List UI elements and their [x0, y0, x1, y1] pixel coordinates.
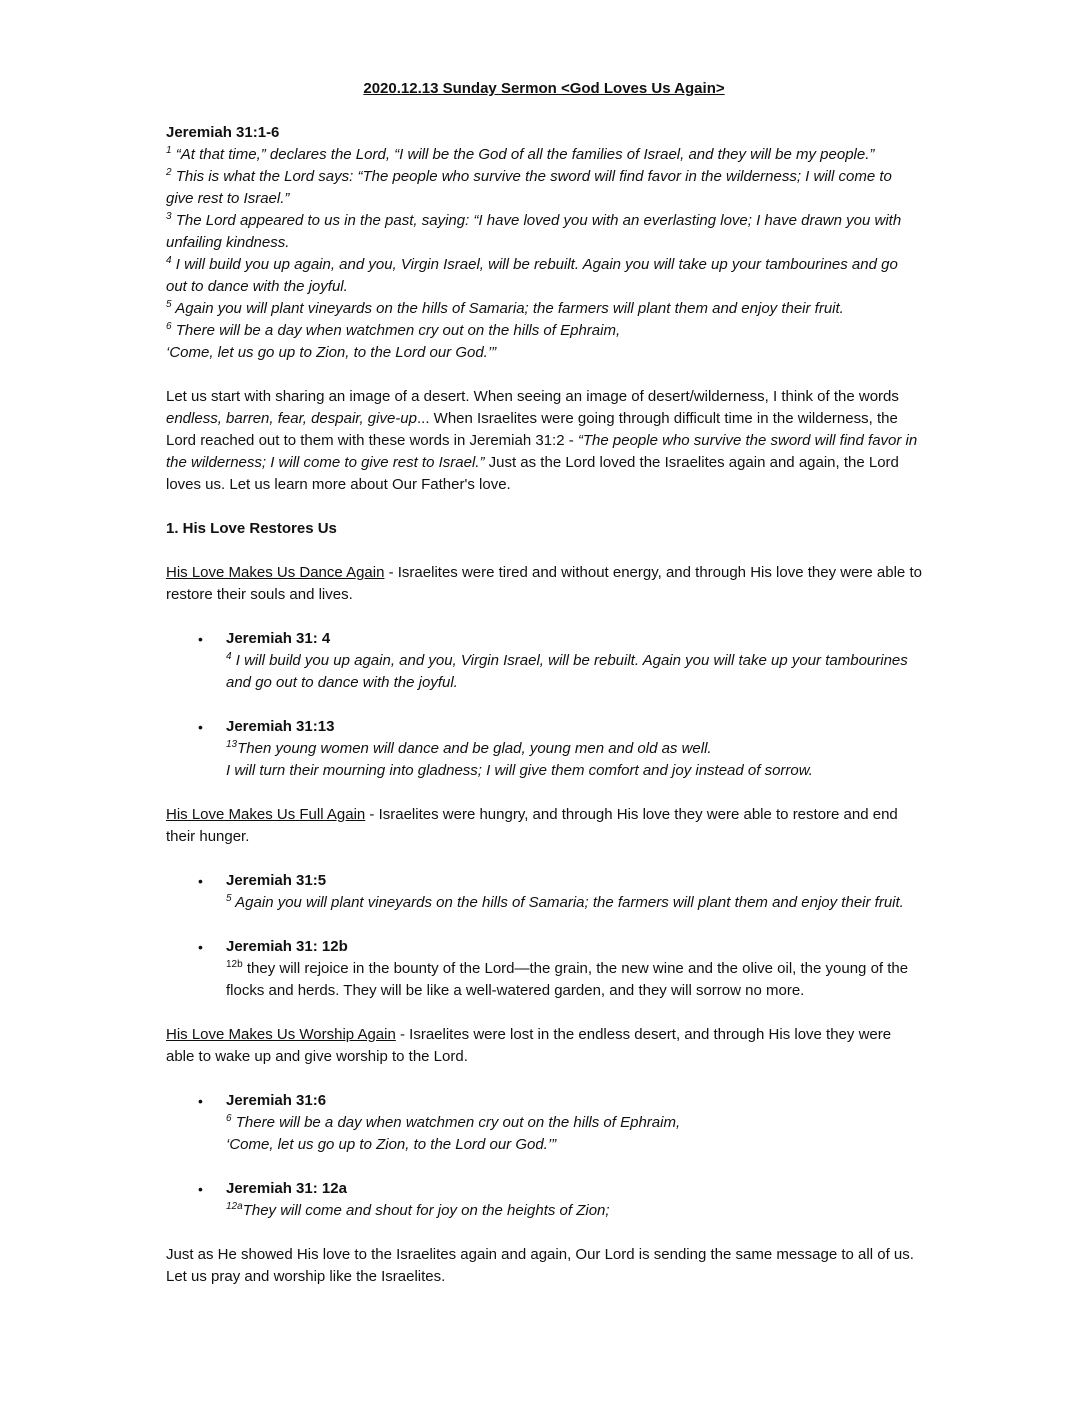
list-item [166, 716, 922, 782]
closing-paragraph: Just as He showed His love to the Israelites again and again, Our Lord is sending the same message to all of us. Let us pray and worship like the Israelites. [166, 1246, 914, 1285]
verse-5 [166, 298, 922, 320]
list-item [166, 628, 922, 694]
subsection-label: His Love Makes Us Worship Again [166, 1026, 396, 1043]
verse-number: 1 [166, 145, 172, 156]
verse-number: 4 [226, 651, 232, 662]
list-item [166, 870, 922, 914]
item-verse [226, 650, 922, 694]
subsection-label: His Love Makes Us Full Again [166, 806, 366, 823]
subsection-full [166, 804, 922, 848]
passage-reference: Jeremiah 31:1-6 [166, 124, 280, 141]
intro-text-2: ... When Israelites were going through difficult time in the wilderness, the Lord reached out to them with these words in Jeremiah 31:2 - [166, 410, 898, 449]
verse-text: I will build you up again, and you, Virgin Israel, will be rebuilt. Again you will take up your tambourines and go out to dance with the joyful. [226, 652, 908, 691]
verse-6-continuation: ‘Come, let us go up to Zion, to the Lord our God.’” [166, 344, 497, 361]
intro-paragraph [166, 386, 922, 496]
verse-6 [166, 320, 922, 342]
bullet-list-dance [166, 628, 922, 782]
verse-1 [166, 144, 922, 166]
document-content [166, 78, 922, 1288]
verse-number: 13 [226, 739, 238, 750]
intro-text-3: Just as the Lord loved the Israelites again and again, the Lord loves us. Let us learn more about Our Father's love. [166, 454, 899, 493]
item-verse-line-2: ‘Come, let us go up to Zion, to the Lord our God.’” [226, 1136, 557, 1153]
verse-number: 6 [226, 1113, 232, 1124]
verse-number: 12b [226, 959, 243, 970]
item-verse-line-2: I will turn their mourning into gladness; I will give them comfort and joy instead of sorrow. [226, 762, 813, 779]
verse-number: 3 [166, 211, 172, 222]
bullet-icon: • [198, 873, 203, 889]
bullet-icon: • [198, 1181, 203, 1197]
item-verse [226, 738, 922, 760]
verse-text: This is what the Lord says: “The people who survive the sword will find favor in the wilderness; I will come to give rest to Israel.” [166, 168, 892, 207]
section-heading: 1. His Love Restores Us [166, 520, 337, 537]
item-reference: Jeremiah 31:5 [226, 872, 327, 889]
verse-text: There will be a day when watchmen cry out on the hills of Ephraim, [175, 322, 621, 339]
verse-2 [166, 166, 922, 210]
subsection-description: - Israelites were lost in the endless desert, and through His love they were able to wake up and give worship to the Lord. [166, 1026, 892, 1065]
verse-number: 6 [166, 321, 172, 332]
item-verse [226, 1200, 922, 1222]
list-item [166, 1090, 922, 1156]
item-verse [226, 1112, 922, 1134]
verse-text: The Lord appeared to us in the past, saying: “I have loved you with an everlasting love; I have drawn you with unfailing kindness. [166, 212, 902, 251]
item-reference: Jeremiah 31: 12a [226, 1180, 347, 1197]
item-reference: Jeremiah 31:6 [226, 1092, 327, 1109]
bullet-icon: • [198, 719, 203, 735]
item-reference: Jeremiah 31:13 [226, 718, 335, 735]
verse-text: “At that time,” declares the Lord, “I will be the God of all the families of Israel, and they will be my people.” [175, 146, 875, 163]
verse-text: they will rejoice in the bounty of the Lord—the grain, the new wine and the olive oil, the young of the flocks and herds. They will be like a well-watered garden, and they will sorrow no more. [226, 960, 909, 999]
scripture-passage [166, 122, 922, 364]
subsection-worship [166, 1024, 922, 1068]
item-verse [226, 892, 922, 914]
page-title: 2020.12.13 Sunday Sermon <God Loves Us Again> [363, 80, 725, 97]
verse-number: 2 [166, 167, 172, 178]
list-item [166, 936, 922, 1002]
bullet-list-full [166, 870, 922, 1002]
bullet-icon: • [198, 939, 203, 955]
verse-text: Then young women will dance and be glad, young men and old as well. [237, 740, 712, 757]
verse-text: I will build you up again, and you, Virgin Israel, will be rebuilt. Again you will take up your tambourines and go out to dance with the joyful. [166, 256, 898, 295]
verse-text: Again you will plant vineyards on the hills of Samaria; the farmers will plant them and enjoy their fruit. [175, 300, 844, 317]
subsection-dance [166, 562, 922, 606]
intro-italic-1: endless, barren, fear, despair, give-up [166, 410, 417, 427]
verse-number: 4 [166, 255, 172, 266]
verse-3 [166, 210, 922, 254]
item-verse [226, 958, 922, 1002]
verse-text: There will be a day when watchmen cry out on the hills of Ephraim, [231, 1114, 681, 1131]
verse-text: Again you will plant vineyards on the hills of Samaria; the farmers will plant them and enjoy their fruit. [231, 894, 904, 911]
item-reference: Jeremiah 31: 4 [226, 630, 331, 647]
verse-number: 5 [226, 893, 232, 904]
intro-text-1: Let us start with sharing an image of a desert. When seeing an image of desert/wilderness, I think of the words [166, 388, 899, 405]
verse-4 [166, 254, 922, 298]
item-reference: Jeremiah 31: 12b [226, 938, 348, 955]
bullet-list-worship [166, 1090, 922, 1222]
verse-number: 5 [166, 299, 172, 310]
subsection-description: - Israelites were tired and without energy, and through His love they were able to restore their souls and lives. [166, 564, 922, 603]
bullet-icon: • [198, 631, 203, 647]
verse-number: 12a [226, 1201, 243, 1212]
subsection-description: - Israelites were hungry, and through His love they were able to restore and end their hunger. [166, 806, 898, 845]
verse-text: They will come and shout for joy on the heights of Zion; [242, 1202, 610, 1219]
bullet-icon: • [198, 1093, 203, 1109]
intro-italic-2: “The people who survive the sword will find favor in the wilderness; I will come to give rest to Israel.” [166, 432, 918, 471]
subsection-label: His Love Makes Us Dance Again [166, 564, 385, 581]
list-item [166, 1178, 922, 1222]
